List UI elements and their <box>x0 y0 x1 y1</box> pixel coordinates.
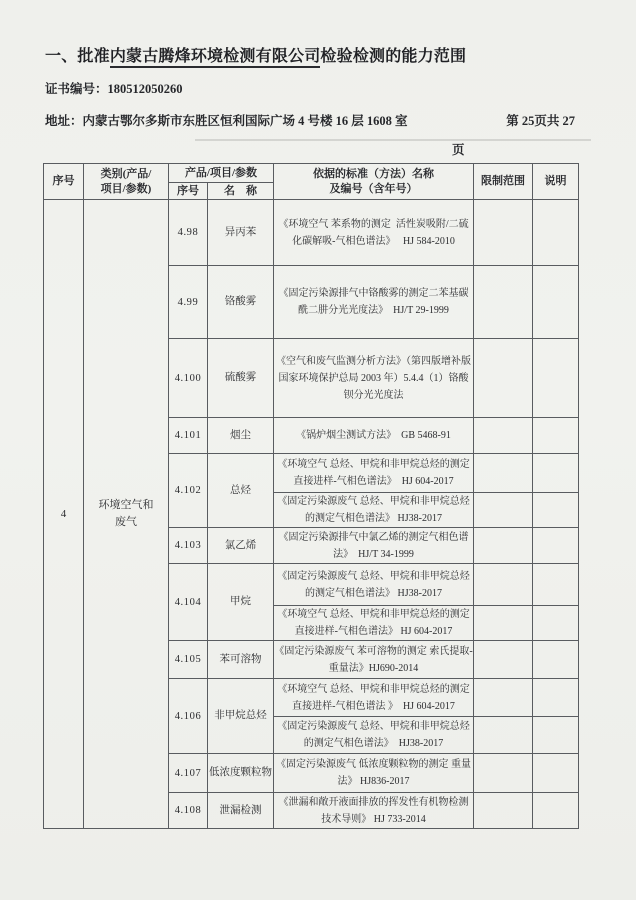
capability-table <box>43 163 579 829</box>
limit-cell <box>474 717 533 754</box>
header-product-group: 产品/项目/参数 <box>169 164 274 183</box>
limit-cell <box>474 606 533 641</box>
item-no-cell: 4.104 <box>169 564 208 641</box>
header-note: 说明 <box>533 164 579 200</box>
limit-cell <box>474 793 533 829</box>
item-name-cell: 烟尘 <box>208 418 274 454</box>
limit-cell <box>474 454 533 493</box>
standard-cell: 《环境空气 总烃、甲烷和非甲烷总烃的测定 直接进样-气相色谱法 》 HJ 604-2017 <box>274 679 474 717</box>
standard-cell: 《固定污染源废气 总烃、甲烷和非甲烷总烃的测定气相色谱法》 HJ38-2017 <box>274 717 474 754</box>
table-row <box>44 200 579 266</box>
limit-cell <box>474 679 533 717</box>
item-no-cell: 4.99 <box>169 266 208 339</box>
header-sub-index: 序号 <box>169 183 208 200</box>
certificate-number-label: 证书编号： <box>45 82 108 96</box>
limit-cell <box>474 200 533 266</box>
header-index: 序号 <box>44 164 84 200</box>
note-cell <box>533 717 579 754</box>
table-header-row <box>44 164 579 183</box>
item-name-cell: 异丙苯 <box>208 200 274 266</box>
note-cell <box>533 679 579 717</box>
item-name-cell: 硫酸雾 <box>208 339 274 418</box>
item-name-cell: 泄漏检测 <box>208 793 274 829</box>
company-name: 内蒙古腾烽环境检测有限公司 <box>110 48 321 68</box>
header-limit: 限制范围 <box>474 164 533 200</box>
category-index-cell: 4 <box>44 200 84 829</box>
note-cell <box>533 528 579 564</box>
note-cell <box>533 793 579 829</box>
item-name-cell: 铬酸雾 <box>208 266 274 339</box>
standard-cell: 《固定污染源废气 苯可溶物的测定 索氏提取-重量法》HJ690-2014 <box>274 641 474 679</box>
limit-cell <box>474 339 533 418</box>
standard-cell: 《锅炉烟尘测试方法》 GB 5468-91 <box>274 418 474 454</box>
address-value: 内蒙古鄂尔多斯市东胜区恒利国际广场 4 号楼 16 层 1608 室 <box>82 114 408 128</box>
standard-cell: 《环境空气 总烃、甲烷和非甲烷总烃的测定 直接进样-气相色谱法》 HJ 604-2017 <box>274 454 474 493</box>
standard-cell: 《固定污染源废气 低浓度颗粒物的测定 重量法》 HJ836-2017 <box>274 754 474 793</box>
limit-cell <box>474 641 533 679</box>
page-title <box>45 43 466 66</box>
address-line <box>45 111 575 129</box>
page-indicator: 第 25页共 27 <box>506 114 575 128</box>
note-cell <box>533 641 579 679</box>
note-cell <box>533 418 579 454</box>
item-no-cell: 4.103 <box>169 528 208 564</box>
certificate-number: 180512050260 <box>107 82 183 96</box>
item-name-cell: 氯乙烯 <box>208 528 274 564</box>
header-category-line2: 项目/参数) <box>100 182 152 195</box>
note-cell <box>533 266 579 339</box>
note-cell <box>533 200 579 266</box>
note-cell <box>533 339 579 418</box>
header-category <box>84 164 169 200</box>
address-label: 地址： <box>45 114 83 128</box>
item-no-cell: 4.107 <box>169 754 208 793</box>
note-cell <box>533 606 579 641</box>
note-cell <box>533 564 579 606</box>
standard-cell: 《固定污染源废气 总烃、甲烷和非甲烷总烃的测定气相色谱法》 HJ38-2017 <box>274 564 474 606</box>
limit-cell <box>474 754 533 793</box>
standard-cell: 《泄漏和敞开液面排放的挥发性有机物检测技术导则》 HJ 733-2014 <box>274 793 474 829</box>
note-cell <box>533 454 579 493</box>
item-no-cell: 4.100 <box>169 339 208 418</box>
item-no-cell: 4.101 <box>169 418 208 454</box>
address-text <box>45 111 408 129</box>
note-cell <box>533 754 579 793</box>
standard-cell: 《固定污染源排气中铬酸雾的测定二苯基碳酰二肼分光光度法》 HJ/T 29-1999 <box>274 266 474 339</box>
category-name-text: 环境空气和废气 <box>98 498 154 528</box>
limit-cell <box>474 528 533 564</box>
item-name-cell: 总烃 <box>208 454 274 528</box>
note-cell <box>533 493 579 528</box>
header-standard-line2: 及编号（含年号） <box>329 182 418 195</box>
header-category-line1: 类别(产品/ <box>100 168 152 181</box>
item-name-cell: 甲烷 <box>208 564 274 641</box>
item-no-cell: 4.105 <box>169 641 208 679</box>
category-name-cell <box>84 200 169 829</box>
limit-cell <box>474 493 533 528</box>
standard-cell: 《固定污染源废气 总烃、甲烷和非甲烷总烃的测定气相色谱法》 HJ38-2017 <box>274 493 474 528</box>
limit-cell <box>474 418 533 454</box>
limit-cell <box>474 266 533 339</box>
page-indicator-wrap: 页 <box>452 143 465 157</box>
title-prefix: 一、批准 <box>45 48 110 65</box>
limit-cell <box>474 564 533 606</box>
title-suffix: 检验检测的能力范围 <box>320 48 467 65</box>
header-standard <box>274 164 474 200</box>
item-name-cell: 苯可溶物 <box>208 641 274 679</box>
standard-cell: 《环境空气 苯系物的测定 活性炭吸附/二硫化碳解吸-气相色谱法》 HJ 584-2010 <box>274 200 474 266</box>
header-standard-line1: 依据的标准（方法）名称 <box>313 168 434 181</box>
standard-cell: 《固定污染源排气中氯乙烯的测定气相色谱法》 HJ/T 34-1999 <box>274 528 474 564</box>
certificate-number-line <box>45 79 183 97</box>
standard-cell: 《环境空气 总烃、甲烷和非甲烷总烃的测定 直接进样-气相色谱法》 HJ 604-2017 <box>274 606 474 641</box>
item-name-cell: 非甲烷总烃 <box>208 679 274 754</box>
header-sub-name: 名 称 <box>208 183 274 200</box>
item-no-cell: 4.102 <box>169 454 208 528</box>
item-name-cell: 低浓度颗粒物 <box>208 754 274 793</box>
scan-artifact-line <box>195 139 591 141</box>
item-no-cell: 4.108 <box>169 793 208 829</box>
item-no-cell: 4.98 <box>169 200 208 266</box>
standard-cell: 《空气和废气监测分析方法》（第四版增补版 国家环境保护总局 2003 年）5.4.4（1）铬酸钡分光光度法 <box>274 339 474 418</box>
item-no-cell: 4.106 <box>169 679 208 754</box>
